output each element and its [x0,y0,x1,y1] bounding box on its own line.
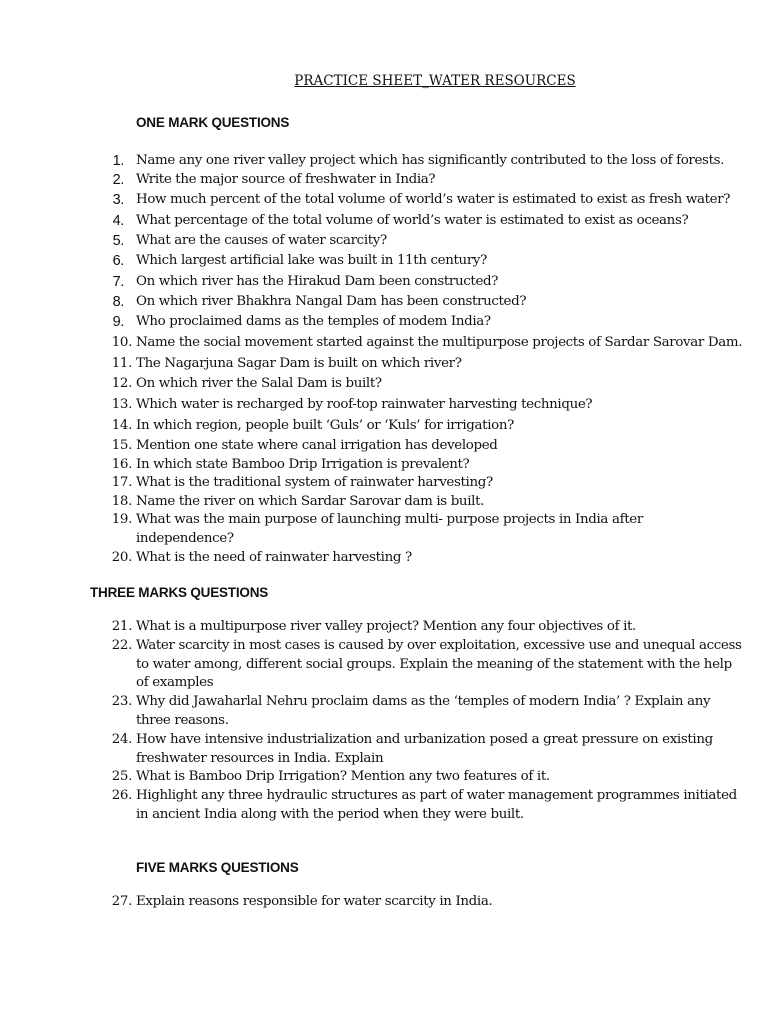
question-number: 23. [111,694,132,709]
question-text: Why did Jawaharlal Nehru proclaim dams as the ‘temples of modern India’ ? Explain any [136,694,711,709]
question-text: Which water is recharged by roof-top rainwater harvesting technique? [136,397,593,412]
question-number: 10. [111,335,132,350]
question-number: 25. [111,769,132,784]
page-title: PRACTICE SHEET_WATER RESOURCES [294,73,576,89]
question-number: 16. [111,457,132,472]
question-number: 18. [111,494,132,509]
question-text: On which river Bhakhra Nangal Dam has been constructed? [136,294,527,309]
question-text: On which river the Salal Dam is built? [136,376,382,391]
question-text: In which state Bamboo Drip Irrigation is prevalent? [136,457,470,472]
question-number: 6. [112,253,124,269]
question-text: Explain reasons responsible for water scarcity in India. [136,894,493,909]
question-number: 21. [111,619,132,634]
question-number: 1. [112,153,124,169]
question-text: On which river has the Hirakud Dam been constructed? [136,274,499,289]
question-number: 26. [111,788,132,803]
question-text: freshwater resources in India. Explain [136,750,384,766]
question-number: 2. [112,172,124,188]
question-number: 11. [111,356,132,371]
question-text: Name the river on which Sardar Sarovar dam is built. [136,494,485,509]
question-text: The Nagarjuna Sagar Dam is built on which river? [136,356,462,371]
question-text: three reasons. [136,712,229,728]
question-text: in ancient India along with the period when they were built. [136,806,524,822]
question-number: 12. [111,376,132,391]
question-text: of examples [136,675,214,690]
question-number: 27. [111,894,132,909]
question-number: 8. [112,294,124,310]
section-heading-three-marks: THREE MARKS QUESTIONS [90,585,269,600]
question-text: What is the need of rainwater harvesting ? [136,550,412,565]
question-number: 3. [112,192,124,208]
question-text: How have intensive industrialization and urbanization posed a great pressure on existing [136,732,713,747]
question-text: What is Bamboo Drip Irrigation? Mention any two features of it. [136,769,550,784]
question-number: 9. [112,314,124,330]
question-number: 4. [112,213,124,229]
question-number: 20. [111,550,132,565]
question-text: Highlight any three hydraulic structures as part of water management programmes initiated [136,788,737,803]
question-text: Water scarcity in most cases is caused by over exploitation, excessive use and unequal access [136,638,742,653]
question-text: What percentage of the total volume of world’s water is estimated to exist as oceans? [136,213,689,228]
question-number: 19. [111,512,132,527]
question-number: 24. [111,732,132,747]
question-number: 14. [111,418,132,433]
question-number: 7. [112,274,124,290]
question-text: to water among, different social groups. Explain the meaning of the statement with the help [136,656,732,672]
question-text: What was the main purpose of launching multi- purpose projects in India after [136,512,643,527]
question-text: Name the social movement started against the multipurpose projects of Sardar Sarovar Dam. [136,335,743,350]
section-heading-five-marks: FIVE MARKS QUESTIONS [136,860,299,875]
question-text: Mention one state where canal irrigation has developed [136,438,498,453]
question-text: Which largest artificial lake was built in 11th century? [136,253,487,268]
question-number: 22. [111,638,132,653]
question-text: Who proclaimed dams as the temples of modem India? [136,314,491,329]
question-number: 17. [111,475,132,490]
question-text: Name any one river valley project which has significantly contributed to the loss of forests. [136,153,725,168]
question-number: 15. [111,438,132,453]
question-text: How much percent of the total volume of world’s water is estimated to exist as fresh water? [136,192,731,207]
section-heading-one-mark: ONE MARK QUESTIONS [136,115,290,130]
question-text: independence? [136,530,234,546]
question-text: Write the major source of freshwater in India? [136,172,436,187]
question-text: What is the traditional system of rainwater harvesting? [136,475,493,490]
question-text: In which region, people built ‘Guls’ or ‘Kuls’ for irrigation? [136,418,514,433]
question-text: What are the causes of water scarcity? [136,233,387,248]
question-number: 13. [111,397,132,412]
question-number: 5. [112,233,124,249]
question-text: What is a multipurpose river valley project? Mention any four objectives of it. [136,619,636,634]
